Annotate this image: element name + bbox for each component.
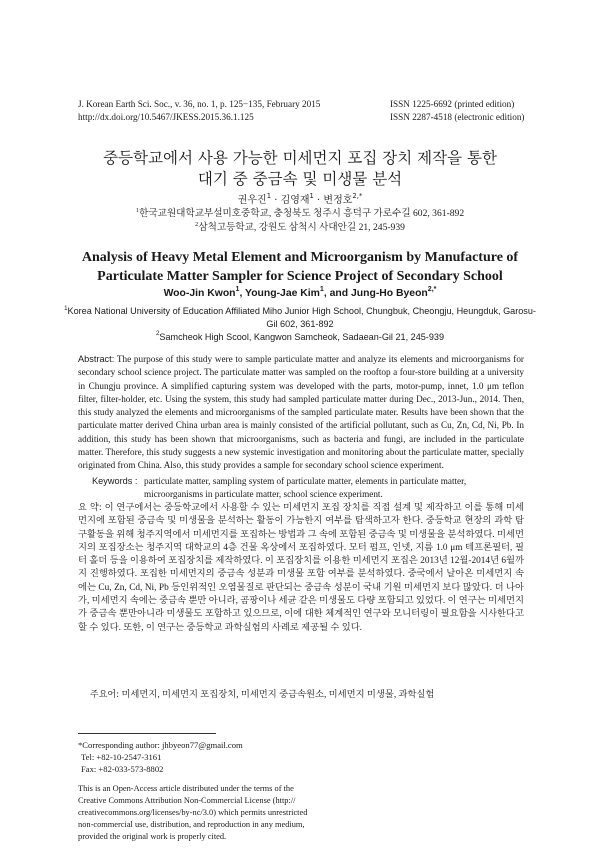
- issn-print: ISSN 1225-6692 (printed edition): [390, 99, 515, 109]
- korean-abstract-label: 요 약:: [78, 503, 102, 513]
- english-abstract: [78, 353, 524, 473]
- korean-abstract-text: 이 연구에서는 중등학교에서 사용할 수 있는 미세먼지 포집 장치를 직접 설계 및 제작하고 이를 통해 미세먼지에 포함된 중금속 및 미생물을 분석하는 활동이 가능한지 여부를 탐색하고자 한다. 중등학교 현장의 과학 탐구활동을 위해 청주지역에서 미세먼지를 포집하는 방법과 그 속에 포함된 중금속 및 미생물을 분석하였다. 미세먼지의 포집장소는 청주지역 대학교의 4층 건물 옥상에서 포집하였다. 모터 펌프, 인넷, 지름 1.0 μm 테프론필터, 필터 홀더 등을 이용하여 포집장치를 제작하였다. 이 포집장치를 이용한 미세먼지 포집은 2013년 12월-2014년 6월까지 진행하였다. 포집한 미세먼지의 중금속 성분과 미생물 포함 여부를 분석하였다. 중국에서 날아온 미세먼지 속에는 Cu, Zn, Cd, Ni, Pb 등인위적인 오염물질로 판단되는 중금속 성분이 국내 기원 미세먼지 보다 많았다. 더 나아가, 미세먼지 속에는 중금속 뿐만 아니라, 곰팡이나 세균 같은 미생물도 다량 포함되고 있었다. 이 연구는 미세먼지가 중금속 뿐만아니라 미생물도 포함하고 있으므로, 이에 대한 체계적인 연구와 모니터링이 필요함을 시사한다고 할 수 있다. 또한, 이 연구는 중등학교 과학실험의 사례로 제공될 수 있다.: [78, 503, 525, 633]
- license-line: creativecommons.org/licenses/by-nc/3.0) which permits unrestricted: [78, 808, 308, 817]
- affiliation-sup: 2: [195, 220, 199, 228]
- author-sup: 2,*: [427, 286, 437, 294]
- author-sep: ,: [239, 288, 246, 299]
- affiliation-sup: 2: [155, 330, 160, 338]
- korean-title-line: 중등학교에서 사용 가능한 미세먼지 포집 장치 제작을 통한: [103, 149, 497, 167]
- author-email: *Corresponding author: jhbyeon77@gmail.com: [78, 740, 243, 750]
- license-line: Creative Commons Attribution Non-Commercial License (http://: [78, 796, 296, 805]
- author-name: Jung-Ho Byeon: [351, 288, 428, 299]
- author-name: Woo-Jin Kwon: [163, 288, 236, 299]
- english-keywords: [92, 475, 522, 500]
- author-sup: 1: [309, 192, 314, 201]
- affiliation-text: 한국교원대학교부설미호중학교, 충청북도 청주시 흥덕구 가로수길 602, 361-892: [139, 208, 465, 219]
- author-sup: 1: [319, 286, 324, 294]
- author-sup: 1: [266, 192, 272, 201]
- author-tel: Tel: +82-10-2547-3161: [81, 752, 162, 762]
- korean-keywords-text: 미세먼지, 미세먼지 포집장치, 미세먼지 중금속원소, 미세먼지 미생물, 과학실험: [121, 690, 435, 700]
- korean-authors: [0, 191, 600, 206]
- author-sep: ·: [271, 195, 281, 206]
- affiliation-text: 삼척고등학교, 강원도 삼척시 사대안길 21, 245-939: [198, 222, 405, 233]
- affiliation-sup: 1: [135, 206, 140, 214]
- license-line: provided the original work is properly cited.: [78, 832, 227, 841]
- english-authors: [0, 288, 600, 299]
- affiliation-line: [0, 207, 600, 221]
- english-affiliations: [60, 305, 540, 343]
- issn-block: [390, 98, 524, 123]
- keywords-label: Keywords :: [92, 476, 138, 486]
- english-title-line: Analysis of Heavy Metal Element and Microorganism by Manufacture of: [81, 250, 519, 265]
- author-sup: 2,*: [352, 192, 363, 201]
- license-line: This is an Open-Access article distributed under the terms of the: [78, 784, 294, 793]
- korean-title-line: 대기 중 중금속 및 미생물 분석: [197, 170, 403, 188]
- english-title-line: Particulate Matter Sampler for Science Project of Secondary School: [97, 269, 503, 284]
- affiliation-line: [0, 221, 600, 235]
- author-name: 권우진: [237, 195, 267, 206]
- korean-keywords-label: 주요어:: [90, 690, 120, 700]
- abstract-text: The purpose of this study were to sample particulate matter and analyze its elements and microorganisms for secondary school science project. The particulate matter was sampled on the rooftop a four-store building at a university in Chungju province. A simplified capturing system was developed with the parts, motor-pump, innet, 1.0 μm teflon filter, filter-holder, etc. Using the system, this study had sampled particulate matter during Dec., 2013-Jun., 2014. Then, this study analyzed the elements and microorganisms of the sampled particulate mater. Results have been shown that the particulate matter derived China urban area is mainly consisted of the artificial pollutant, such as Cu, Zn, Cd, Ni, Pb. In addition, this study has been shown that microorganisms, such as bacteria and fungi, are included in the particulate matter. Therefore, this study suggests a new systemic investigation and monitoring about the particulate matter, specially originated from China. Also, this study provides a sample for secondary school science experiment.: [78, 354, 524, 471]
- korean-title: [0, 148, 600, 190]
- author-name: 김영재: [280, 195, 310, 206]
- footnote-divider: [78, 733, 216, 734]
- affiliation-sup: 1: [64, 304, 68, 312]
- journal-citation: [78, 98, 320, 123]
- license-line: non-commercial use, distribution, and reproduction in any medium,: [78, 820, 305, 829]
- affiliation-line: [60, 331, 540, 344]
- affiliation-line: [60, 305, 540, 331]
- korean-keywords: [90, 686, 520, 700]
- issn-electronic: ISSN 2287-4518 (electronic edition): [390, 111, 525, 122]
- author-sup: 1: [235, 286, 240, 294]
- affiliation-text: Samcheok High Scool, Kangwon Samcheok, Sadaean-Gil 21, 245-939: [159, 331, 445, 342]
- author-name: Young-Jae Kim: [245, 288, 320, 299]
- corresponding-author: [78, 739, 243, 775]
- affiliation-text: Korea National University of Education Affiliated Miho Junior High School, Chungbuk, Cheongju, Heungduk, Garosu-Gil 602, 361-892: [67, 306, 536, 329]
- english-title: [0, 248, 600, 286]
- korean-abstract: [78, 502, 524, 635]
- abstract-label: Abstract:: [78, 354, 115, 364]
- keywords-text: particulate matter, sampling system of particulate matter, elements in particulate matter, microorganisms in particulate matter, school science experiment.: [144, 476, 467, 499]
- author-sep: ·: [313, 195, 324, 206]
- doi-line: http://dx.doi.org/10.5467/JKESS.2015.36.1.125: [78, 111, 254, 122]
- license-notice: [78, 783, 308, 843]
- citation-line: J. Korean Earth Sci. Soc., v. 36, no. 1, p. 125−135, February 2015: [78, 99, 321, 109]
- author-fax: Fax: +82-033-573-8802: [81, 764, 164, 774]
- korean-affiliations: [0, 207, 600, 235]
- author-sep: , and: [323, 288, 351, 299]
- author-name: 변정호: [323, 195, 353, 206]
